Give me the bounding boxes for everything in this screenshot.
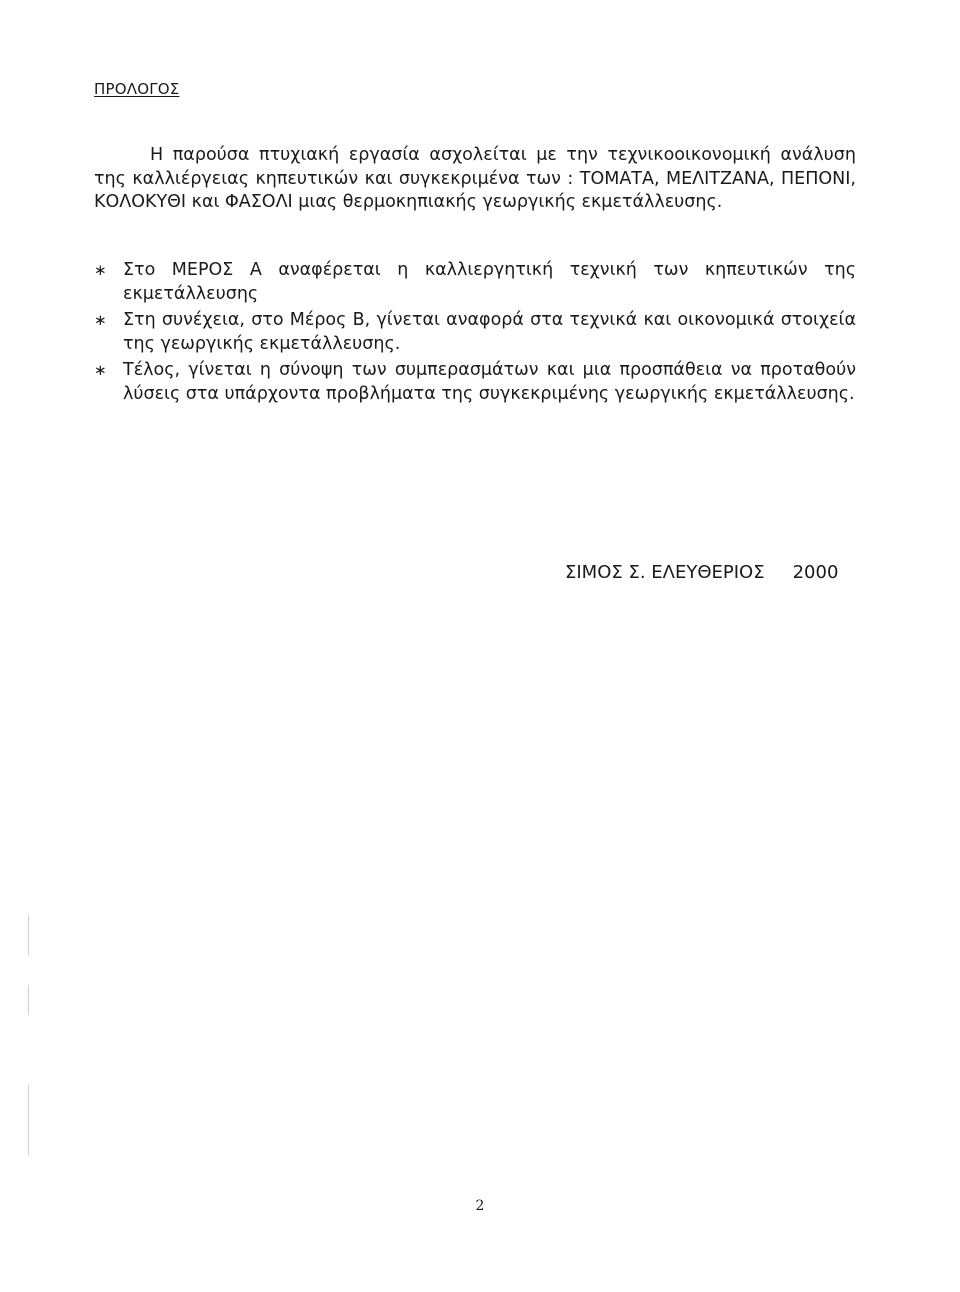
bullet-asterisk-icon: ∗ (94, 311, 107, 329)
signature-line (565, 562, 838, 583)
bullet-item (94, 358, 856, 406)
signature-year: 2000 (792, 562, 839, 583)
bullet-text: Στη συνέχεια, στο Μέρος Β, γίνεται αναφορά στα τεχνικά και οικονομικά στοιχεία της γεωργικής εκμετάλλευσης. (123, 310, 856, 354)
scan-artifact-line (28, 915, 29, 955)
bullet-asterisk-icon: ∗ (94, 361, 107, 379)
page-number: 2 (475, 1198, 485, 1214)
bullet-text: Στο ΜΕΡΟΣ Α αναφέρεται η καλλιεργητική τεχνική των κηπευτικών της εκμετάλλευσης (123, 260, 856, 304)
scan-artifact-line (28, 985, 29, 1015)
scan-artifact-line (28, 1085, 29, 1155)
author-name: ΣΙΜΟΣ Σ. ΕΛΕΥΘΕΡΙΟΣ (565, 562, 765, 583)
bullet-item (94, 258, 856, 306)
page-heading: ΠΡΟΛΟΓΟΣ (94, 80, 180, 98)
bullet-item (94, 308, 856, 356)
intro-paragraph: Η παρούσα πτυχιακή εργασία ασχολείται με την τεχνικοοικονομική ανάλυση της καλλιέργειας κηπευτικών και συγκεκριμένα των : ΤΟΜΑΤΑ, ΜΕΛΙΤΖΑΝΑ, ΠΕΠΟΝΙ, ΚΟΛΟΚΥΘΙ και ΦΑΣΟΛΙ μιας θερμοκηπιακής γεωργικής εκμετάλλευσης. (94, 145, 856, 212)
bullet-text: Τέλος, γίνεται η σύνοψη των συμπερασμάτων και μια προσπάθεια να προταθούν λύσεις στα υπάρχοντα προβλήματα της συγκεκριμένης γεωργικής εκμετάλλευσης. (123, 360, 856, 404)
bullet-asterisk-icon: ∗ (94, 261, 107, 279)
bullet-list (94, 258, 856, 408)
